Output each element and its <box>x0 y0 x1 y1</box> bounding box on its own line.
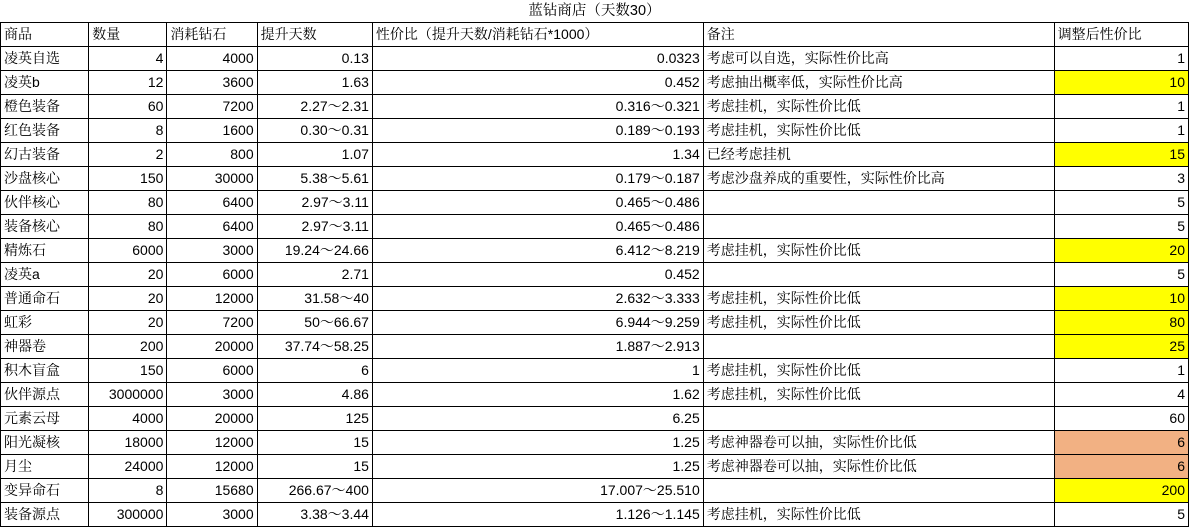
table-row <box>1 287 1189 311</box>
cell-adjusted-ratio: 3 <box>1054 167 1188 191</box>
table-row <box>1 455 1189 479</box>
cell-gem-cost: 12000 <box>167 455 257 479</box>
cell-quantity: 8 <box>89 119 167 143</box>
cell-adjusted-ratio: 5 <box>1054 191 1188 215</box>
header-cell-ratio: 性价比（提升天数/消耗钻石*1000） <box>372 23 703 47</box>
cell-value-ratio: 6.412～8.219 <box>372 239 703 263</box>
cell-value-ratio: 6.944～9.259 <box>372 311 703 335</box>
cell-days-gain: 2.71 <box>257 263 372 287</box>
cell-adjusted-ratio: 5 <box>1054 503 1188 527</box>
cell-days-gain: 15 <box>257 431 372 455</box>
cell-item-name: 伙伴源点 <box>1 383 89 407</box>
table-row <box>1 383 1189 407</box>
cell-adjusted-ratio: 5 <box>1054 263 1188 287</box>
cell-item-name: 凌英自选 <box>1 47 89 71</box>
cell-item-name: 装备源点 <box>1 503 89 527</box>
cell-days-gain: 0.30～0.31 <box>257 119 372 143</box>
cell-quantity: 18000 <box>89 431 167 455</box>
cell-note: 考虑挂机，实际性价比低 <box>703 359 1054 383</box>
cell-days-gain: 1.63 <box>257 71 372 95</box>
cell-gem-cost: 12000 <box>167 287 257 311</box>
cell-quantity: 200 <box>89 335 167 359</box>
cell-value-ratio: 0.0323 <box>372 47 703 71</box>
cell-value-ratio: 2.632～3.333 <box>372 287 703 311</box>
cell-note <box>703 191 1054 215</box>
data-table <box>0 22 1189 527</box>
cell-days-gain: 2.27～2.31 <box>257 95 372 119</box>
cell-item-name: 伙伴核心 <box>1 191 89 215</box>
table-row <box>1 431 1189 455</box>
cell-gem-cost: 6400 <box>167 191 257 215</box>
cell-gem-cost: 6000 <box>167 263 257 287</box>
cell-adjusted-ratio: 1 <box>1054 119 1188 143</box>
cell-value-ratio: 6.25 <box>372 407 703 431</box>
cell-note: 考虑挂机，实际性价比低 <box>703 239 1054 263</box>
cell-item-name: 橙色装备 <box>1 95 89 119</box>
cell-note: 考虑挂机，实际性价比低 <box>703 383 1054 407</box>
cell-item-name: 沙盘核心 <box>1 167 89 191</box>
cell-days-gain: 5.38～5.61 <box>257 167 372 191</box>
cell-note: 考虑抽出概率低，实际性价比高 <box>703 71 1054 95</box>
cell-note: 考虑沙盘养成的重要性，实际性价比高 <box>703 167 1054 191</box>
cell-value-ratio: 0.179～0.187 <box>372 167 703 191</box>
cell-value-ratio: 1 <box>372 359 703 383</box>
table-row <box>1 191 1189 215</box>
cell-days-gain: 50～66.67 <box>257 311 372 335</box>
table-row <box>1 47 1189 71</box>
cell-item-name: 幻古装备 <box>1 143 89 167</box>
cell-value-ratio: 1.25 <box>372 455 703 479</box>
cell-note: 考虑挂机，实际性价比低 <box>703 95 1054 119</box>
cell-note: 考虑挂机，实际性价比低 <box>703 503 1054 527</box>
cell-note <box>703 479 1054 503</box>
cell-value-ratio: 1.126～1.145 <box>372 503 703 527</box>
cell-adjusted-ratio: 25 <box>1054 335 1188 359</box>
cell-gem-cost: 7200 <box>167 95 257 119</box>
table-row <box>1 359 1189 383</box>
cell-gem-cost: 6400 <box>167 215 257 239</box>
cell-quantity: 2 <box>89 143 167 167</box>
cell-item-name: 变异命石 <box>1 479 89 503</box>
header-cell-days: 提升天数 <box>257 23 372 47</box>
table-body <box>1 47 1189 527</box>
cell-quantity: 4 <box>89 47 167 71</box>
table-header <box>1 23 1189 47</box>
cell-value-ratio: 1.25 <box>372 431 703 455</box>
cell-gem-cost: 20000 <box>167 407 257 431</box>
cell-adjusted-ratio: 4 <box>1054 383 1188 407</box>
cell-days-gain: 4.86 <box>257 383 372 407</box>
cell-item-name: 积木盲盒 <box>1 359 89 383</box>
cell-quantity: 24000 <box>89 455 167 479</box>
cell-days-gain: 6 <box>257 359 372 383</box>
cell-item-name: 凌英b <box>1 71 89 95</box>
cell-gem-cost: 20000 <box>167 335 257 359</box>
cell-days-gain: 3.38～3.44 <box>257 503 372 527</box>
cell-days-gain: 15 <box>257 455 372 479</box>
cell-item-name: 元素云母 <box>1 407 89 431</box>
cell-gem-cost: 4000 <box>167 47 257 71</box>
table-row <box>1 407 1189 431</box>
cell-quantity: 8 <box>89 479 167 503</box>
cell-quantity: 150 <box>89 167 167 191</box>
cell-note: 考虑可以自选，实际性价比高 <box>703 47 1054 71</box>
cell-adjusted-ratio: 20 <box>1054 239 1188 263</box>
header-cell-name: 商品 <box>1 23 89 47</box>
cell-item-name: 阳光凝核 <box>1 431 89 455</box>
cell-quantity: 20 <box>89 287 167 311</box>
cell-days-gain: 0.13 <box>257 47 372 71</box>
cell-gem-cost: 6000 <box>167 359 257 383</box>
table-row <box>1 503 1189 527</box>
table-row <box>1 263 1189 287</box>
cell-item-name: 月尘 <box>1 455 89 479</box>
cell-gem-cost: 12000 <box>167 431 257 455</box>
cell-adjusted-ratio: 10 <box>1054 71 1188 95</box>
cell-quantity: 80 <box>89 215 167 239</box>
cell-quantity: 80 <box>89 191 167 215</box>
cell-note: 考虑挂机，实际性价比低 <box>703 287 1054 311</box>
cell-adjusted-ratio: 10 <box>1054 287 1188 311</box>
cell-days-gain: 266.67～400 <box>257 479 372 503</box>
cell-adjusted-ratio: 1 <box>1054 95 1188 119</box>
cell-adjusted-ratio: 1 <box>1054 359 1188 383</box>
cell-value-ratio: 0.189～0.193 <box>372 119 703 143</box>
page-title: 蓝钻商店（天数30） <box>528 3 661 19</box>
cell-item-name: 装备核心 <box>1 215 89 239</box>
cell-value-ratio: 0.452 <box>372 71 703 95</box>
cell-quantity: 3000000 <box>89 383 167 407</box>
cell-days-gain: 1.07 <box>257 143 372 167</box>
table-row <box>1 335 1189 359</box>
cell-adjusted-ratio: 200 <box>1054 479 1188 503</box>
cell-note: 考虑神器卷可以抽，实际性价比低 <box>703 455 1054 479</box>
cell-gem-cost: 3000 <box>167 239 257 263</box>
cell-note <box>703 407 1054 431</box>
table-row <box>1 167 1189 191</box>
cell-gem-cost: 7200 <box>167 311 257 335</box>
header-cell-qty: 数量 <box>89 23 167 47</box>
cell-days-gain: 2.97～3.11 <box>257 215 372 239</box>
cell-adjusted-ratio: 60 <box>1054 407 1188 431</box>
cell-value-ratio: 1.34 <box>372 143 703 167</box>
cell-item-name: 精炼石 <box>1 239 89 263</box>
cell-note <box>703 335 1054 359</box>
cell-value-ratio: 0.316～0.321 <box>372 95 703 119</box>
cell-item-name: 凌英a <box>1 263 89 287</box>
cell-item-name: 神器卷 <box>1 335 89 359</box>
cell-adjusted-ratio: 6 <box>1054 431 1188 455</box>
cell-item-name: 虹彩 <box>1 311 89 335</box>
cell-days-gain: 37.74～58.25 <box>257 335 372 359</box>
cell-gem-cost: 3000 <box>167 503 257 527</box>
table-row <box>1 239 1189 263</box>
cell-quantity: 300000 <box>89 503 167 527</box>
cell-note: 已经考虑挂机 <box>703 143 1054 167</box>
cell-value-ratio: 1.62 <box>372 383 703 407</box>
cell-value-ratio: 0.465～0.486 <box>372 215 703 239</box>
cell-days-gain: 19.24～24.66 <box>257 239 372 263</box>
cell-value-ratio: 1.887～2.913 <box>372 335 703 359</box>
table-row <box>1 479 1189 503</box>
cell-value-ratio: 0.452 <box>372 263 703 287</box>
cell-adjusted-ratio: 5 <box>1054 215 1188 239</box>
cell-gem-cost: 3600 <box>167 71 257 95</box>
cell-note: 考虑挂机，实际性价比低 <box>703 311 1054 335</box>
cell-value-ratio: 17.007～25.510 <box>372 479 703 503</box>
cell-quantity: 60 <box>89 95 167 119</box>
cell-days-gain: 31.58～40 <box>257 287 372 311</box>
cell-gem-cost: 800 <box>167 143 257 167</box>
cell-item-name: 红色装备 <box>1 119 89 143</box>
table-row <box>1 143 1189 167</box>
cell-gem-cost: 30000 <box>167 167 257 191</box>
cell-quantity: 150 <box>89 359 167 383</box>
cell-value-ratio: 0.465～0.486 <box>372 191 703 215</box>
cell-quantity: 4000 <box>89 407 167 431</box>
cell-gem-cost: 15680 <box>167 479 257 503</box>
table-row <box>1 311 1189 335</box>
cell-quantity: 12 <box>89 71 167 95</box>
cell-note: 考虑挂机，实际性价比低 <box>703 119 1054 143</box>
cell-note: 考虑神器卷可以抽，实际性价比低 <box>703 431 1054 455</box>
table-row <box>1 119 1189 143</box>
cell-quantity: 20 <box>89 311 167 335</box>
table-row <box>1 215 1189 239</box>
header-row <box>1 23 1189 47</box>
cell-note <box>703 215 1054 239</box>
cell-quantity: 6000 <box>89 239 167 263</box>
cell-adjusted-ratio: 80 <box>1054 311 1188 335</box>
cell-adjusted-ratio: 15 <box>1054 143 1188 167</box>
cell-quantity: 20 <box>89 263 167 287</box>
cell-gem-cost: 3000 <box>167 383 257 407</box>
header-cell-adjusted: 调整后性价比 <box>1054 23 1188 47</box>
cell-days-gain: 125 <box>257 407 372 431</box>
cell-gem-cost: 1600 <box>167 119 257 143</box>
table-row <box>1 95 1189 119</box>
table-row <box>1 71 1189 95</box>
cell-adjusted-ratio: 1 <box>1054 47 1188 71</box>
cell-days-gain: 2.97～3.11 <box>257 191 372 215</box>
cell-adjusted-ratio: 6 <box>1054 455 1188 479</box>
cell-item-name: 普通命石 <box>1 287 89 311</box>
cell-note <box>703 263 1054 287</box>
header-cell-gems: 消耗钻石 <box>167 23 257 47</box>
header-cell-note: 备注 <box>703 23 1054 47</box>
